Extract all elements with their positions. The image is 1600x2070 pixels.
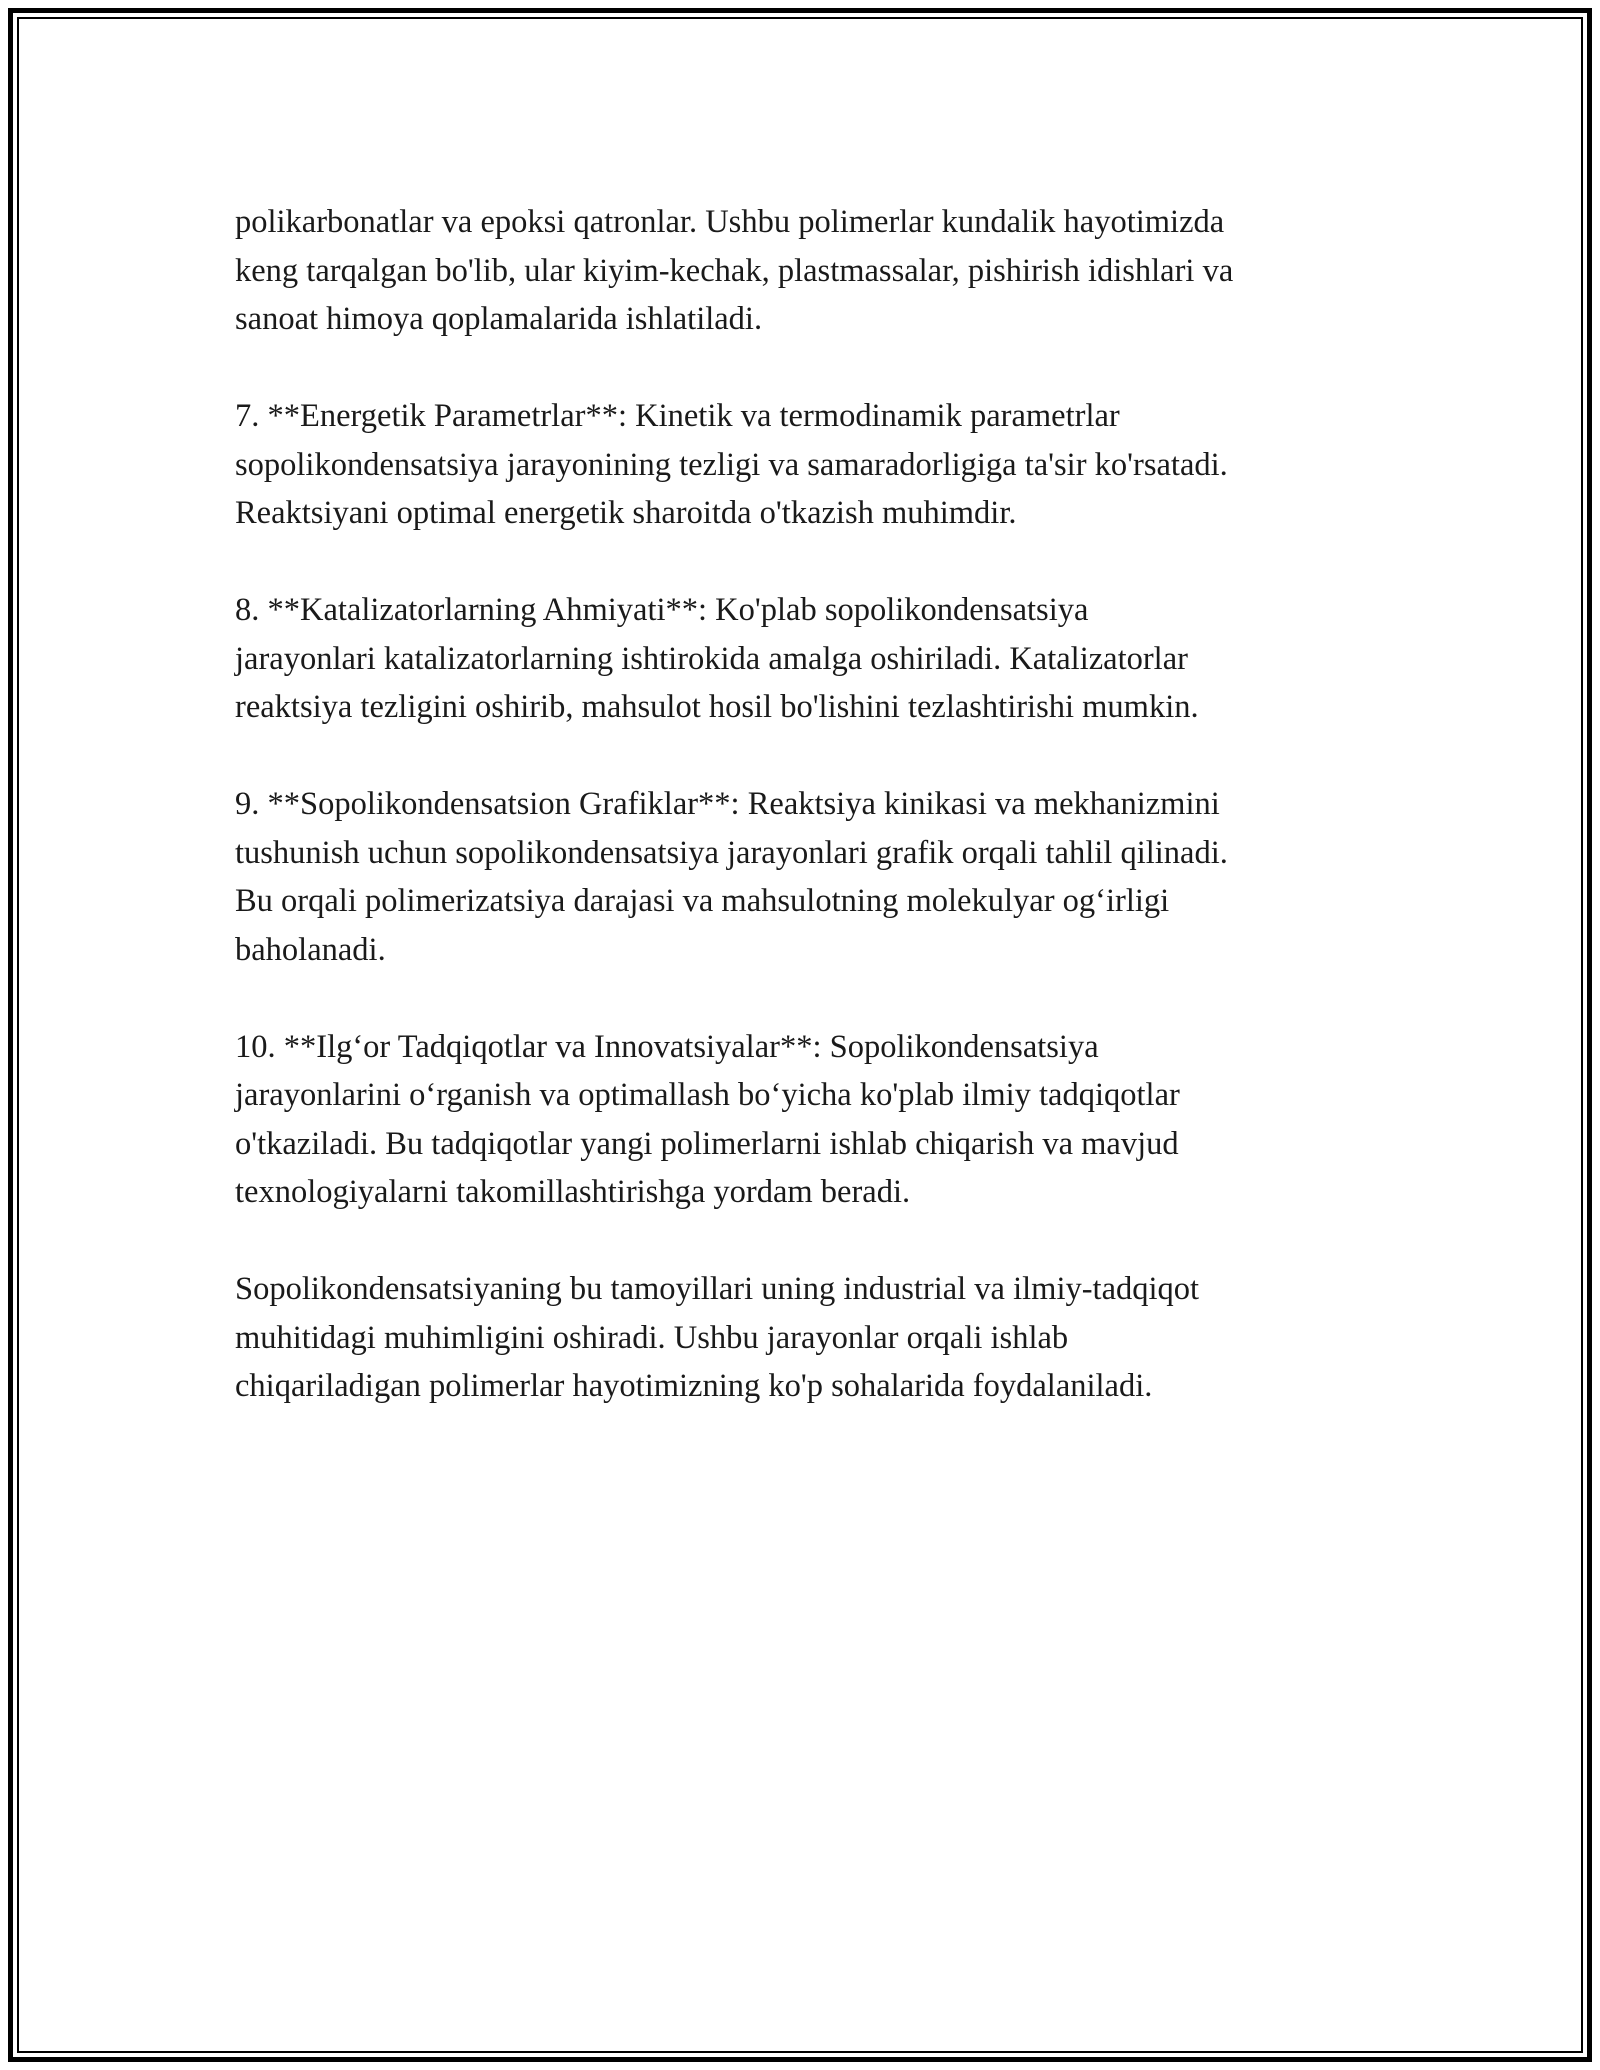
document-page (8, 8, 1592, 2062)
paragraph-intro-continuation: polikarbonatlar va epoksi qatronlar. Ushbu polimerlar kundalik hayotimizda keng tarqalgan bo'lib, ular kiyim-kechak, plastmassalar, pishirish idishlari va sanoat himoya qoplamalarida ishlatiladi. (235, 204, 1234, 337)
document-body (235, 198, 1395, 1459)
paragraph-conclusion: Sopolikondensatsiyaning bu tamoyillari uning industrial va ilmiy-tadqiqot muhitidagi muhimligini oshiradi. Ushbu jarayonlar orqali ishlab chiqariladigan polimerlar hayotimizning ko'p sohalarida foydalaniladi. (235, 1271, 1200, 1404)
paragraph-item-9: 9. **Sopolikondensatsion Grafiklar**: Reaktsiya kinikasi va mekhanizmini tushunish uchun sopolikondensatsiya jarayonlari grafik orqali tahlil qilinadi. Bu orqali polimerizatsiya darajasi va mahsulotning molekulyar og‘irligi baholanadi. (235, 786, 1228, 968)
paragraph-item-8: 8. **Katalizatorlarning Ahmiyati**: Ko'plab sopolikondensatsiya jarayonlari katalizatorlarning ishtirokida amalga oshiriladi. Katalizatorlar reaktsiya tezligini oshirib, mahsulot hosil bo'lishini tezlashtirishi mumkin. (235, 592, 1199, 725)
paragraph-item-10: 10. **Ilg‘or Tadqiqotlar va Innovatsiyalar**: Sopolikondensatsiya jarayonlarini o‘rganish va optimallash bo‘yicha ko'plab ilmiy tadqiqotlar o'tkaziladi. Bu tadqiqotlar yangi polimerlarni ishlab chiqarish va mavjud texnologiyalarni takomillashtirishga yordam beradi. (235, 1028, 1180, 1210)
paragraph-item-7: 7. **Energetik Parametrlar**: Kinetik va termodinamik parametrlar sopolikondensatsiya jarayonining tezligi va samaradorligiga ta'sir ko'rsatadi. Reaktsiyani optimal energetik sharoitda o'tkazish muhimdir. (235, 398, 1228, 531)
